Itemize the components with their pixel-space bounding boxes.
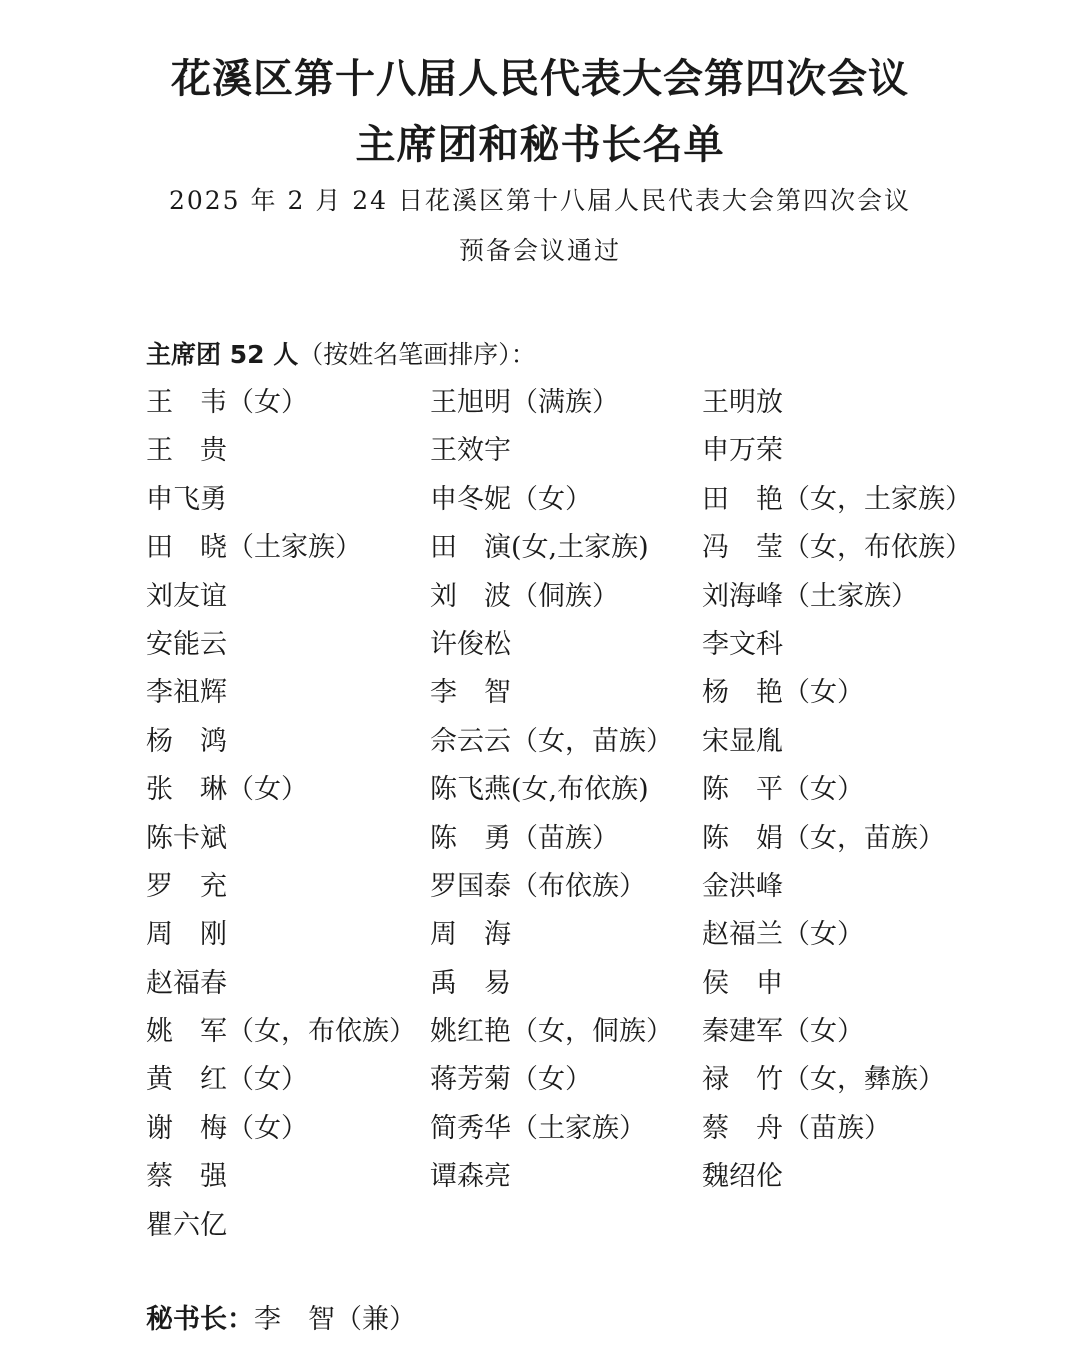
document-title-line2: 主席团和秘书长名单 [355, 122, 725, 168]
presidium-member-name: 安能云 [146, 628, 227, 660]
presidium-member-name: 周 刚 [146, 919, 227, 951]
presidium-member-name: 瞿六亿 [146, 1209, 227, 1241]
presidium-member-name: 陈卡斌 [146, 822, 227, 854]
presidium-member-name: 田 艳（女，土家族） [702, 483, 972, 515]
presidium-member-name: 陈飞燕(女,布依族) [430, 774, 649, 806]
presidium-member-name: 杨 艳（女） [702, 677, 864, 709]
presidium-member-name: 王旭明（满族） [430, 387, 619, 418]
presidium-member-name: 秦建军（女） [702, 1016, 864, 1048]
presidium-member-name: 王 贵 [146, 435, 227, 467]
presidium-member-name: 宋显胤 [702, 725, 783, 757]
presidium-member-name: 田 晓（土家族） [146, 532, 362, 564]
secretary-general-label: 秘书长： [146, 1304, 254, 1335]
presidium-member-name: 王 韦（女） [146, 387, 308, 418]
presidium-member-name: 蒋芳菊（女） [430, 1064, 592, 1096]
presidium-member-name: 蔡 舟（苗族） [702, 1112, 891, 1144]
presidium-member-name: 刘 波（侗族） [430, 580, 619, 612]
presidium-member-name: 周 海 [430, 919, 511, 951]
presidium-heading-note: （按姓名笔画排序）： [298, 340, 536, 369]
adoption-note-line1: 2025 年 2 月 24 日花溪区第十八届人民代表大会第四次会议 [168, 186, 912, 215]
presidium-member-name: 禄 竹（女，彝族） [702, 1064, 945, 1096]
presidium-member-name: 李祖辉 [146, 677, 227, 709]
presidium-member-name: 陈 娟（女，苗族） [702, 822, 945, 854]
secretary-general-name: 李 智（兼） [254, 1304, 416, 1335]
presidium-member-name: 魏绍伦 [702, 1161, 783, 1193]
presidium-member-name: 冯 莹（女，布依族） [702, 532, 972, 564]
presidium-member-name: 禹 易 [430, 967, 511, 999]
presidium-member-name: 罗国泰（布依族） [430, 870, 646, 902]
presidium-member-name: 李 智 [430, 677, 511, 709]
presidium-member-list [146, 379, 1006, 1250]
presidium-member-name: 张 琳（女） [146, 774, 308, 806]
presidium-member-name: 陈 勇（苗族） [430, 822, 619, 854]
presidium-member-name: 罗 充 [146, 870, 227, 902]
presidium-member-name: 侯 申 [702, 967, 783, 999]
secretary-general-line [146, 1300, 416, 1340]
presidium-heading [146, 338, 536, 372]
presidium-member-name: 姚 军（女，布依族） [146, 1016, 416, 1048]
presidium-member-name: 申飞勇 [146, 483, 227, 515]
presidium-member-name: 佘云云（女，苗族） [430, 725, 673, 757]
presidium-member-name: 姚红艳（女，侗族） [430, 1016, 673, 1048]
presidium-member-name: 赵福春 [146, 967, 227, 999]
document-title-line1: 花溪区第十八届人民代表大会第四次会议 [171, 56, 909, 102]
presidium-member-name: 蔡 强 [146, 1161, 227, 1193]
presidium-member-name: 田 演(女,土家族) [430, 532, 649, 564]
presidium-member-name: 谭森亮 [430, 1161, 511, 1193]
presidium-member-name: 王明放 [702, 387, 783, 418]
presidium-member-name: 金洪峰 [702, 870, 783, 902]
presidium-heading-label: 主席团 52 人 [146, 340, 299, 369]
presidium-member-name: 李文科 [702, 628, 783, 660]
presidium-member-name: 杨 鸿 [146, 725, 227, 757]
presidium-member-name: 简秀华（土家族） [430, 1112, 646, 1144]
presidium-member-name: 谢 梅（女） [146, 1112, 308, 1144]
presidium-member-name: 黄 红（女） [146, 1064, 308, 1096]
adoption-note-line2: 预备会议通过 [458, 236, 621, 265]
presidium-member-name: 申冬妮（女） [430, 483, 592, 515]
presidium-member-name: 刘海峰（土家族） [702, 580, 918, 612]
presidium-member-name: 申万荣 [702, 435, 783, 467]
presidium-member-name: 王效宇 [430, 435, 511, 467]
presidium-member-name: 刘友谊 [146, 580, 227, 612]
presidium-member-name: 许俊松 [430, 628, 511, 660]
presidium-member-name: 陈 平（女） [702, 774, 864, 806]
presidium-member-name: 赵福兰（女） [702, 919, 864, 951]
